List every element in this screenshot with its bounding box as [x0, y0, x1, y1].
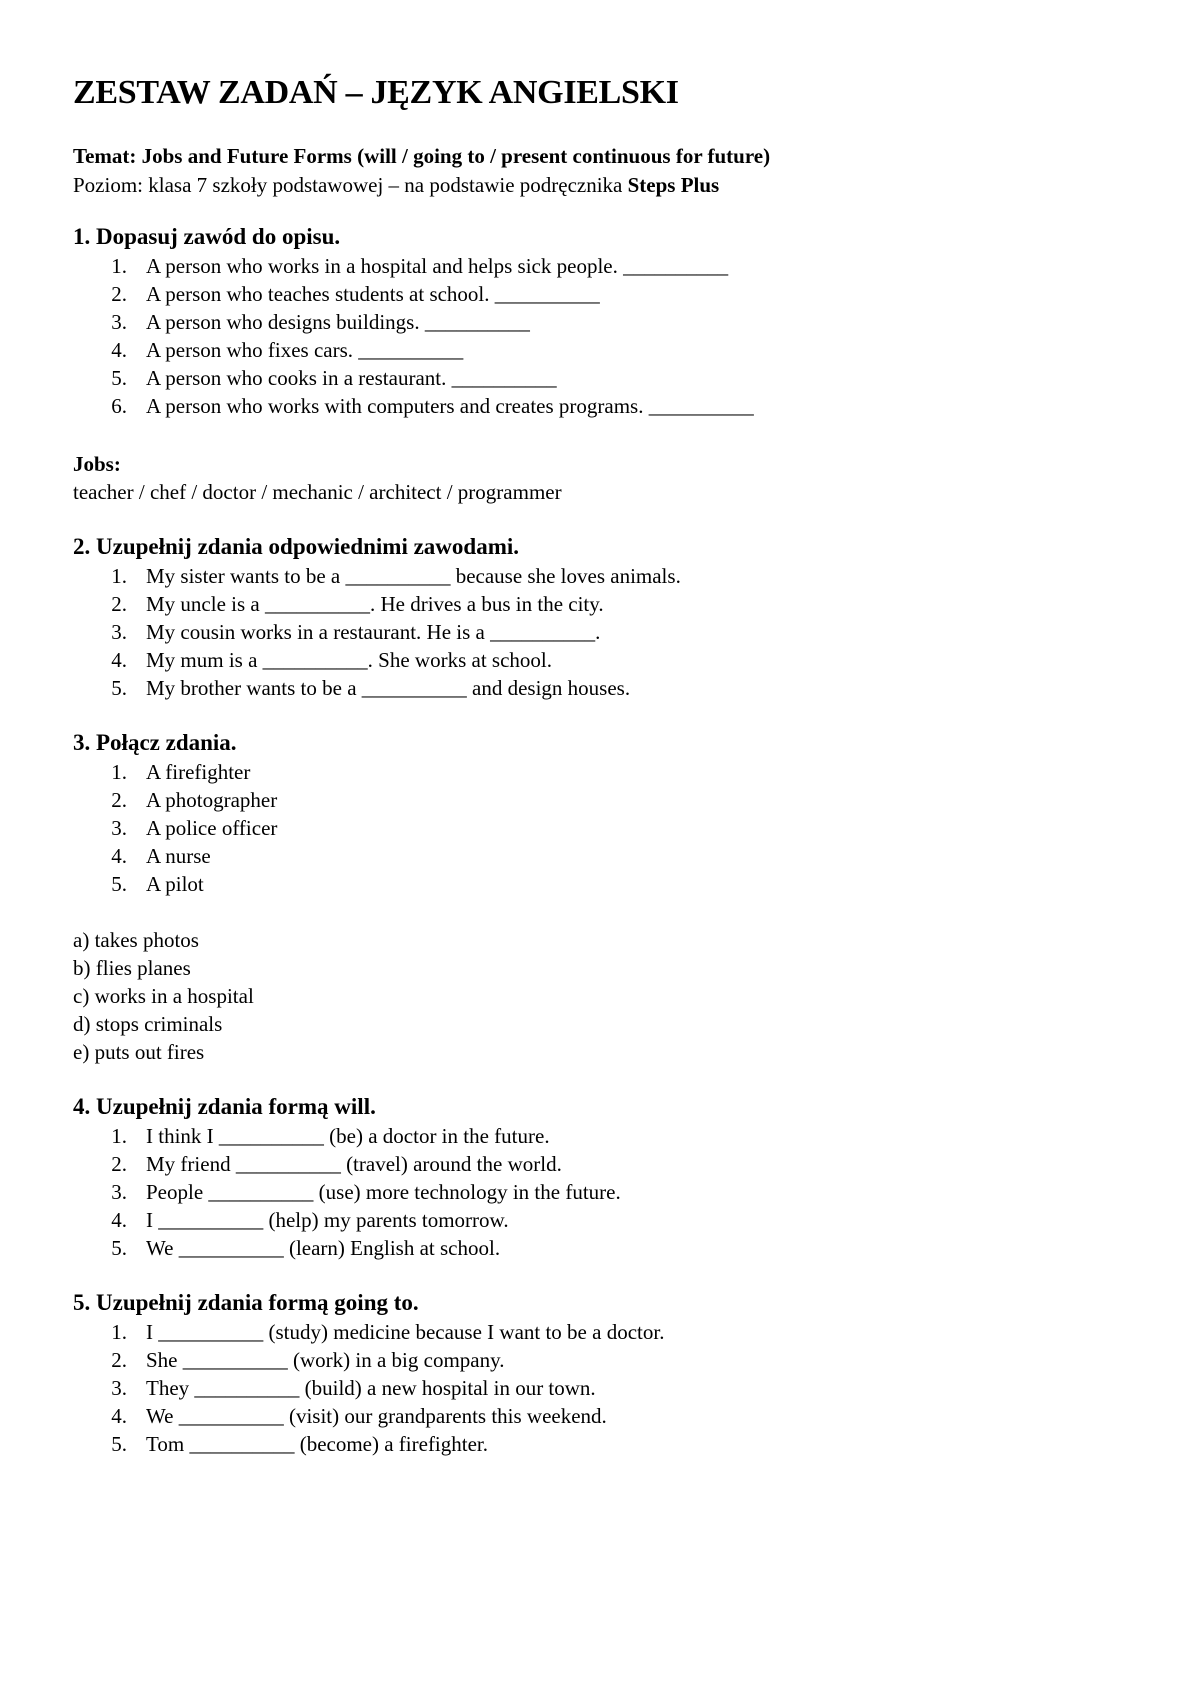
item-text: A person who works with computers and creates programs. __________ — [146, 394, 754, 418]
answer-option: e) puts out fires — [73, 1040, 205, 1064]
item-text: A pilot — [146, 872, 204, 896]
section-5-list — [73, 1318, 1140, 1458]
item-text: My uncle is a __________. He drives a bus in the city. — [146, 592, 604, 616]
item-number: 3. — [111, 310, 127, 334]
item-number: 2. — [111, 282, 127, 306]
item-text: My brother wants to be a __________ and design houses. — [146, 676, 631, 700]
item-text: A person who designs buildings. __________ — [146, 310, 530, 334]
document-title: ZESTAW ZADAŃ – JĘZYK ANGIELSKI — [73, 74, 679, 111]
item-number: 3. — [111, 1376, 127, 1400]
list-item — [73, 758, 1140, 786]
item-text: We __________ (learn) English at school. — [146, 1236, 501, 1260]
list-item — [73, 392, 1140, 420]
item-number: 5. — [111, 872, 127, 896]
item-text: My cousin works in a restaurant. He is a __________. — [146, 620, 601, 644]
list-item — [73, 1430, 1140, 1458]
list-item — [73, 1122, 1140, 1150]
textbook-name: Steps Plus — [627, 173, 720, 197]
item-text: I __________ (help) my parents tomorrow. — [146, 1208, 509, 1232]
list-item — [73, 1374, 1140, 1402]
item-number: 2. — [111, 788, 127, 812]
list-item — [73, 1402, 1140, 1430]
item-number: 2. — [111, 592, 127, 616]
item-text: We __________ (visit) our grandparents this weekend. — [146, 1404, 607, 1428]
item-text: A firefighter — [146, 760, 251, 784]
item-number: 4. — [111, 844, 127, 868]
list-item — [73, 1178, 1140, 1206]
item-number: 5. — [111, 1236, 127, 1260]
list-item — [73, 308, 1140, 336]
list-item — [73, 1234, 1140, 1262]
list-item — [73, 336, 1140, 364]
item-number: 5. — [111, 366, 127, 390]
item-text: My friend __________ (travel) around the world. — [146, 1152, 562, 1176]
item-text: A person who teaches students at school. __________ — [146, 282, 600, 306]
topic-line: Temat: Jobs and Future Forms (will / going to / present continuous for future) — [73, 144, 771, 168]
section-2-heading: 2. Uzupełnij zdania odpowiednimi zawodami. — [73, 534, 519, 559]
list-item — [73, 364, 1140, 392]
list-item — [73, 870, 1140, 898]
section-4-list — [73, 1122, 1140, 1262]
item-text: My mum is a __________. She works at school. — [146, 648, 552, 672]
section-1-list — [73, 252, 1140, 420]
item-number: 3. — [111, 1180, 127, 1204]
list-item — [73, 1150, 1140, 1178]
level-text: Poziom: klasa 7 szkoły podstawowej – na podstawie podręcznika — [73, 173, 628, 197]
section-1-heading: 1. Dopasuj zawód do opisu. — [73, 224, 341, 249]
item-number: 2. — [111, 1152, 127, 1176]
item-number: 4. — [111, 338, 127, 362]
answer-option: b) flies planes — [73, 956, 191, 980]
list-item — [73, 842, 1140, 870]
list-item — [73, 786, 1140, 814]
section-3-list — [73, 758, 1140, 898]
list-item — [73, 674, 1140, 702]
list-item — [73, 562, 1140, 590]
list-item — [73, 1346, 1140, 1374]
section-3-heading: 3. Połącz zdania. — [73, 730, 237, 755]
jobs-list: teacher / chef / doctor / mechanic / architect / programmer — [73, 480, 562, 504]
item-text: Tom __________ (become) a firefighter. — [146, 1432, 489, 1456]
section-3-answers — [73, 926, 1140, 1066]
item-number: 5. — [111, 676, 127, 700]
item-text: I think I __________ (be) a doctor in the future. — [146, 1124, 550, 1148]
item-text: A person who cooks in a restaurant. __________ — [146, 366, 557, 390]
item-number: 1. — [111, 760, 127, 784]
jobs-label: Jobs: — [73, 452, 121, 476]
item-text: A person who fixes cars. __________ — [146, 338, 464, 362]
list-item — [73, 590, 1140, 618]
item-number: 3. — [111, 816, 127, 840]
item-number: 6. — [111, 394, 127, 418]
item-text: A photographer — [146, 788, 278, 812]
item-text: My sister wants to be a __________ because she loves animals. — [146, 564, 681, 588]
list-item — [73, 646, 1140, 674]
item-number: 1. — [111, 1124, 127, 1148]
item-number: 4. — [111, 1404, 127, 1428]
list-item — [73, 1318, 1140, 1346]
item-text: She __________ (work) in a big company. — [146, 1348, 505, 1372]
jobs-word-bank — [73, 450, 1140, 506]
list-item — [73, 814, 1140, 842]
item-text: I __________ (study) medicine because I want to be a doctor. — [146, 1320, 665, 1344]
list-item — [73, 618, 1140, 646]
section-5-heading: 5. Uzupełnij zdania formą going to. — [73, 1290, 419, 1315]
item-text: A person who works in a hospital and helps sick people. __________ — [146, 254, 729, 278]
answer-option: c) works in a hospital — [73, 984, 254, 1008]
topic-block — [73, 142, 1140, 200]
level-line — [73, 171, 1140, 200]
answer-option: d) stops criminals — [73, 1012, 223, 1036]
item-number: 1. — [111, 254, 127, 278]
item-text: A police officer — [146, 816, 278, 840]
item-text: People __________ (use) more technology in the future. — [146, 1180, 621, 1204]
item-number: 4. — [111, 648, 127, 672]
item-number: 1. — [111, 1320, 127, 1344]
item-text: A nurse — [146, 844, 211, 868]
item-number: 3. — [111, 620, 127, 644]
section-4-heading: 4. Uzupełnij zdania formą will. — [73, 1094, 376, 1119]
item-text: They __________ (build) a new hospital in our town. — [146, 1376, 596, 1400]
list-item — [73, 1206, 1140, 1234]
list-item — [73, 280, 1140, 308]
section-2-list — [73, 562, 1140, 702]
list-item — [73, 252, 1140, 280]
item-number: 1. — [111, 564, 127, 588]
answer-option: a) takes photos — [73, 928, 199, 952]
item-number: 2. — [111, 1348, 127, 1372]
item-number: 4. — [111, 1208, 127, 1232]
item-number: 5. — [111, 1432, 127, 1456]
